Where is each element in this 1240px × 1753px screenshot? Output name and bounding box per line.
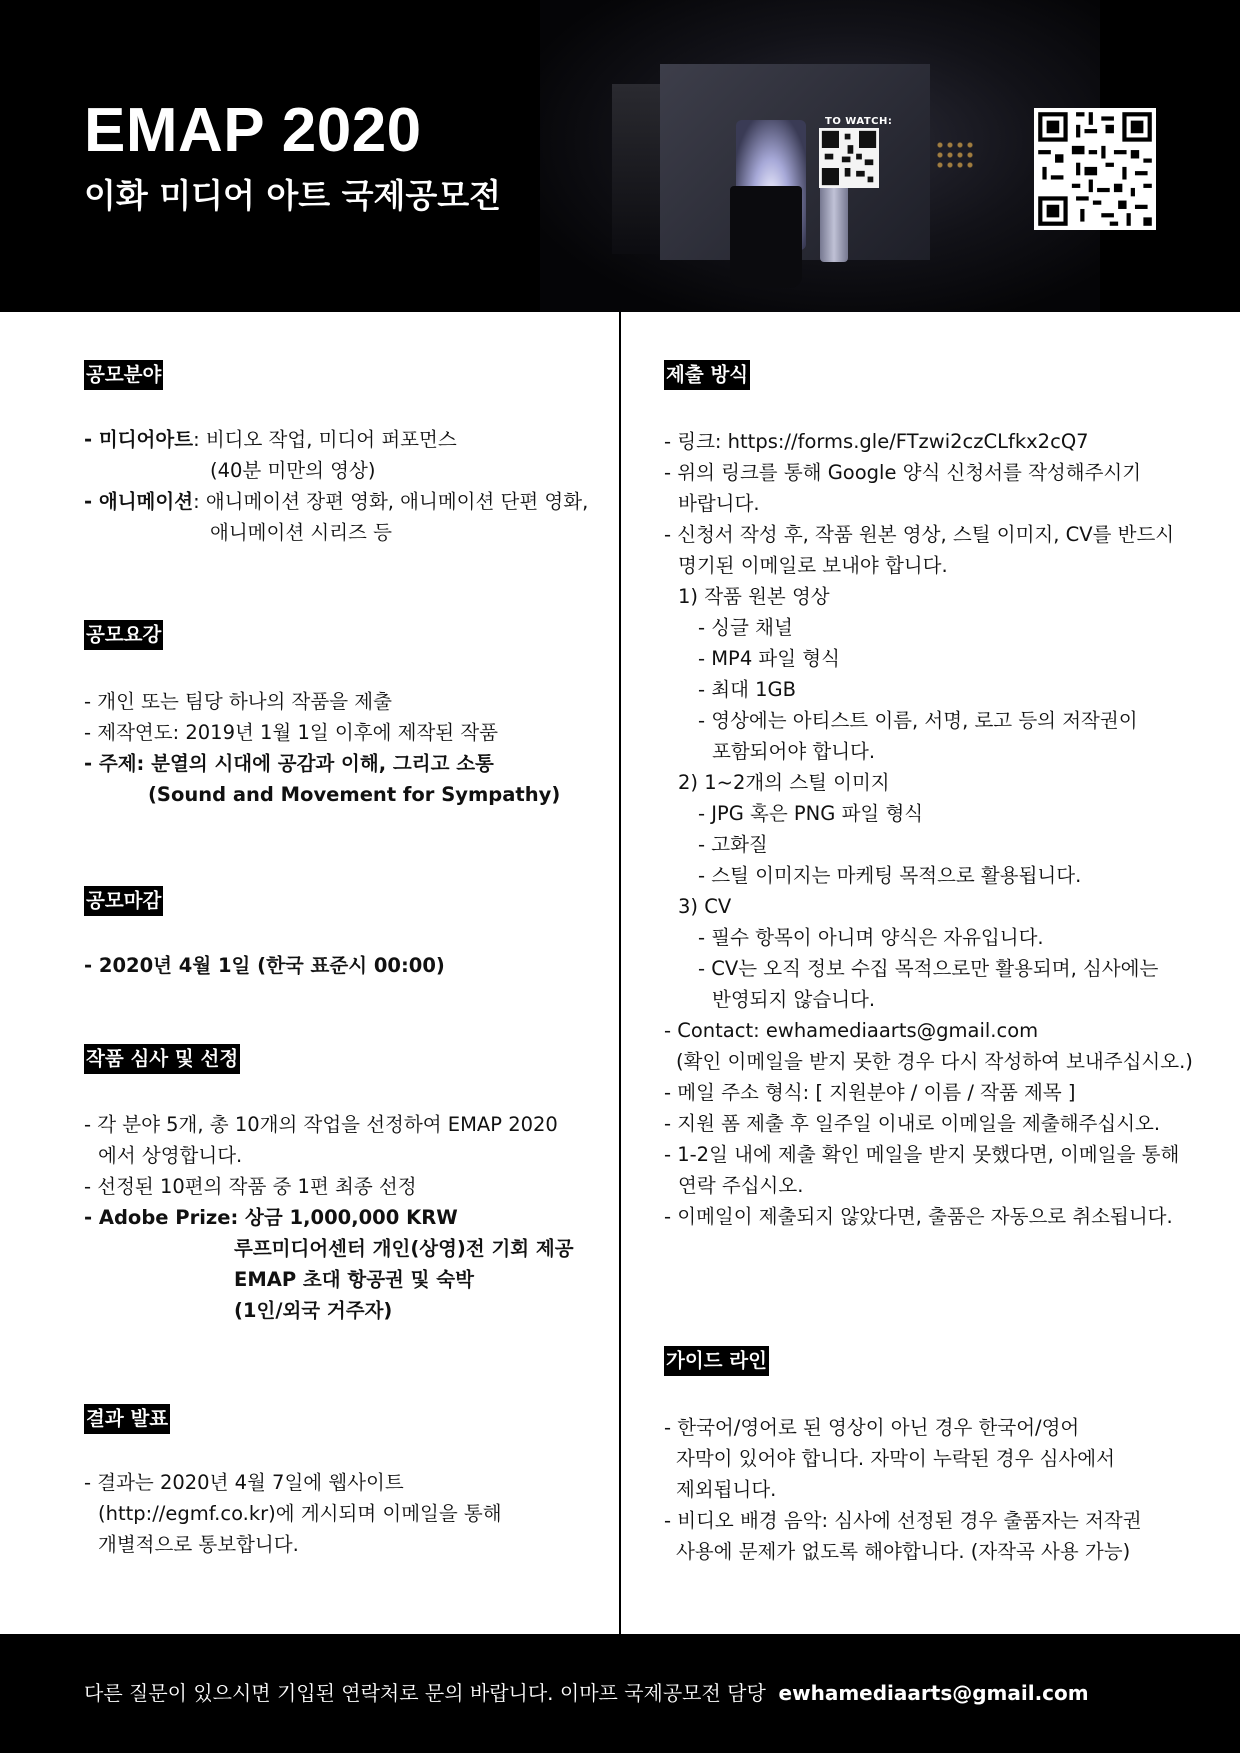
list-item: 명기된 이메일로 보내야 합니다.	[678, 554, 948, 577]
list-item: 에서 상영합니다.	[98, 1144, 243, 1167]
deadline-list	[84, 950, 445, 981]
photo-cup	[730, 186, 802, 288]
header-photo	[540, 0, 1100, 312]
photo-caption: TO WATCH:	[825, 116, 893, 127]
list-item: 포함되어야 합니다.	[712, 740, 876, 763]
list-item: - 위의 링크를 통해 Google 양식 신청서를 작성해주시기	[664, 461, 1142, 484]
submission-list	[664, 426, 1193, 1232]
list-item: 제외됩니다.	[676, 1478, 777, 1501]
qr-code-icon[interactable]	[1034, 108, 1156, 230]
list-item: (Sound and Movement for Sympathy)	[148, 783, 561, 806]
list-item: - 지원 폼 제출 후 일주일 이내로 이메일을 제출해주십시오.	[664, 1112, 1161, 1135]
section-heading-submission: 제출 방식	[664, 360, 750, 390]
list-item: - Adobe Prize: 상금 1,000,000 KRW	[84, 1206, 458, 1229]
list-item: - 1-2일 내에 제출 확인 메일을 받지 못했다면, 이메일을 통해	[664, 1143, 1180, 1166]
list-item: - 각 분야 5개, 총 10개의 작업을 선정하여 EMAP 2020	[84, 1113, 558, 1136]
footer-message: 다른 질문이 있으시면 기입된 연락처로 문의 바랍니다. 이마프 국제공모전 담당	[84, 1681, 766, 1705]
section-heading-requirements: 공모요강	[84, 620, 163, 650]
list-item: - CV는 오직 정보 수집 목적으로만 활용되며, 심사에는	[698, 957, 1159, 980]
poster-header	[0, 0, 1240, 312]
column-divider	[619, 312, 621, 1634]
list-item: - 비디오 배경 음악: 심사에 선정된 경우 출품자는 저작권	[664, 1509, 1142, 1532]
list-item: EMAP 초대 항공권 및 숙박	[234, 1268, 474, 1291]
footer-email-link[interactable]: ewhamediaarts@gmail.com	[778, 1681, 1089, 1705]
list-item: 1) 작품 원본 영상	[678, 585, 830, 608]
list-item: 바랍니다.	[678, 492, 760, 515]
list-item: 반영되지 않습니다.	[712, 988, 876, 1011]
guide-list	[664, 1412, 1142, 1567]
list-item: - 영상에는 아티스트 이름, 서명, 로고 등의 저작권이	[698, 709, 1138, 732]
list-item: - 미디어아트: 비디오 작업, 미디어 퍼포먼스	[84, 428, 457, 451]
photo-lights	[935, 140, 975, 170]
list-item: - 주제: 분열의 시대에 공감과 이해, 그리고 소통	[84, 752, 494, 775]
list-item: - 개인 또는 팀당 하나의 작품을 제출	[84, 690, 392, 713]
list-item: (확인 이메일을 받지 못한 경우 다시 작성하여 보내주십시오.)	[676, 1050, 1193, 1073]
list-item: - 제작연도: 2019년 1월 1일 이후에 제작된 작품	[84, 721, 498, 744]
list-item: 3) CV	[678, 895, 732, 918]
poster-footer	[0, 1634, 1240, 1753]
list-item: - JPG 혹은 PNG 파일 형식	[698, 802, 924, 825]
section-heading-field: 공모분야	[84, 360, 163, 390]
list-item: - 링크: https://forms.gle/FTzwi2czCLfkx2cQ7	[664, 430, 1089, 453]
list-item: - Contact: ewhamediaarts@gmail.com	[664, 1019, 1039, 1042]
list-item: (40분 미만의 영상)	[210, 459, 376, 482]
judging-list	[84, 1109, 574, 1326]
list-item: 자막이 있어야 합니다. 자막이 누락된 경우 심사에서	[676, 1447, 1115, 1470]
list-item: - 신청서 작성 후, 작품 원본 영상, 스틸 이미지, CV를 반드시	[664, 523, 1175, 546]
field-list	[84, 424, 588, 548]
list-item: - 스틸 이미지는 마케팅 목적으로 활용됩니다.	[698, 864, 1082, 887]
list-item: 사용에 문제가 없도록 해야합니다. (자작곡 사용 가능)	[676, 1540, 1131, 1563]
list-item: - 필수 항목이 아니며 양식은 자유입니다.	[698, 926, 1044, 949]
section-heading-guide: 가이드 라인	[664, 1346, 769, 1376]
poster-title: EMAP 2020	[84, 96, 422, 165]
section-heading-results: 결과 발표	[84, 1404, 170, 1434]
list-item: - 결과는 2020년 4월 7일에 웹사이트	[84, 1471, 404, 1494]
list-item: - MP4 파일 형식	[698, 647, 840, 670]
poster-subtitle: 이화 미디어 아트 국제공모전	[84, 176, 502, 215]
list-item: 개별적으로 통보합니다.	[98, 1533, 299, 1556]
results-list	[84, 1467, 502, 1560]
section-heading-deadline: 공모마감	[84, 886, 163, 916]
list-item: - 이메일이 제출되지 않았다면, 출품은 자동으로 취소됩니다.	[664, 1205, 1173, 1228]
list-item: - 고화질	[698, 833, 768, 856]
list-item: 애니메이션 시리즈 등	[210, 521, 392, 544]
list-item: - 한국어/영어로 된 영상이 아닌 경우 한국어/영어	[664, 1416, 1080, 1439]
list-item: 2) 1~2개의 스틸 이미지	[678, 771, 890, 794]
list-item: 루프미디어센터 개인(상영)전 기회 제공	[234, 1237, 574, 1260]
list-item: (http://egmf.co.kr)에 게시되며 이메일을 통해	[98, 1502, 502, 1525]
list-item: (1인/외국 거주자)	[234, 1299, 393, 1322]
photo-qr-icon	[819, 128, 879, 188]
list-item: - 메일 주소 형식: [ 지원분야 / 이름 / 작품 제목 ]	[664, 1081, 1076, 1104]
list-item: - 싱글 채널	[698, 616, 793, 639]
list-item: - 최대 1GB	[698, 678, 797, 701]
list-item: - 선정된 10편의 작품 중 1편 최종 선정	[84, 1175, 417, 1198]
list-item: - 2020년 4월 1일 (한국 표준시 00:00)	[84, 954, 445, 977]
section-heading-judging: 작품 심사 및 선정	[84, 1044, 240, 1074]
footer-contact	[84, 1678, 1089, 1708]
list-item: - 애니메이션: 애니메이션 장편 영화, 애니메이션 단편 영화,	[84, 490, 589, 513]
requirements-list	[84, 686, 560, 810]
list-item: 연락 주십시오.	[678, 1174, 804, 1197]
